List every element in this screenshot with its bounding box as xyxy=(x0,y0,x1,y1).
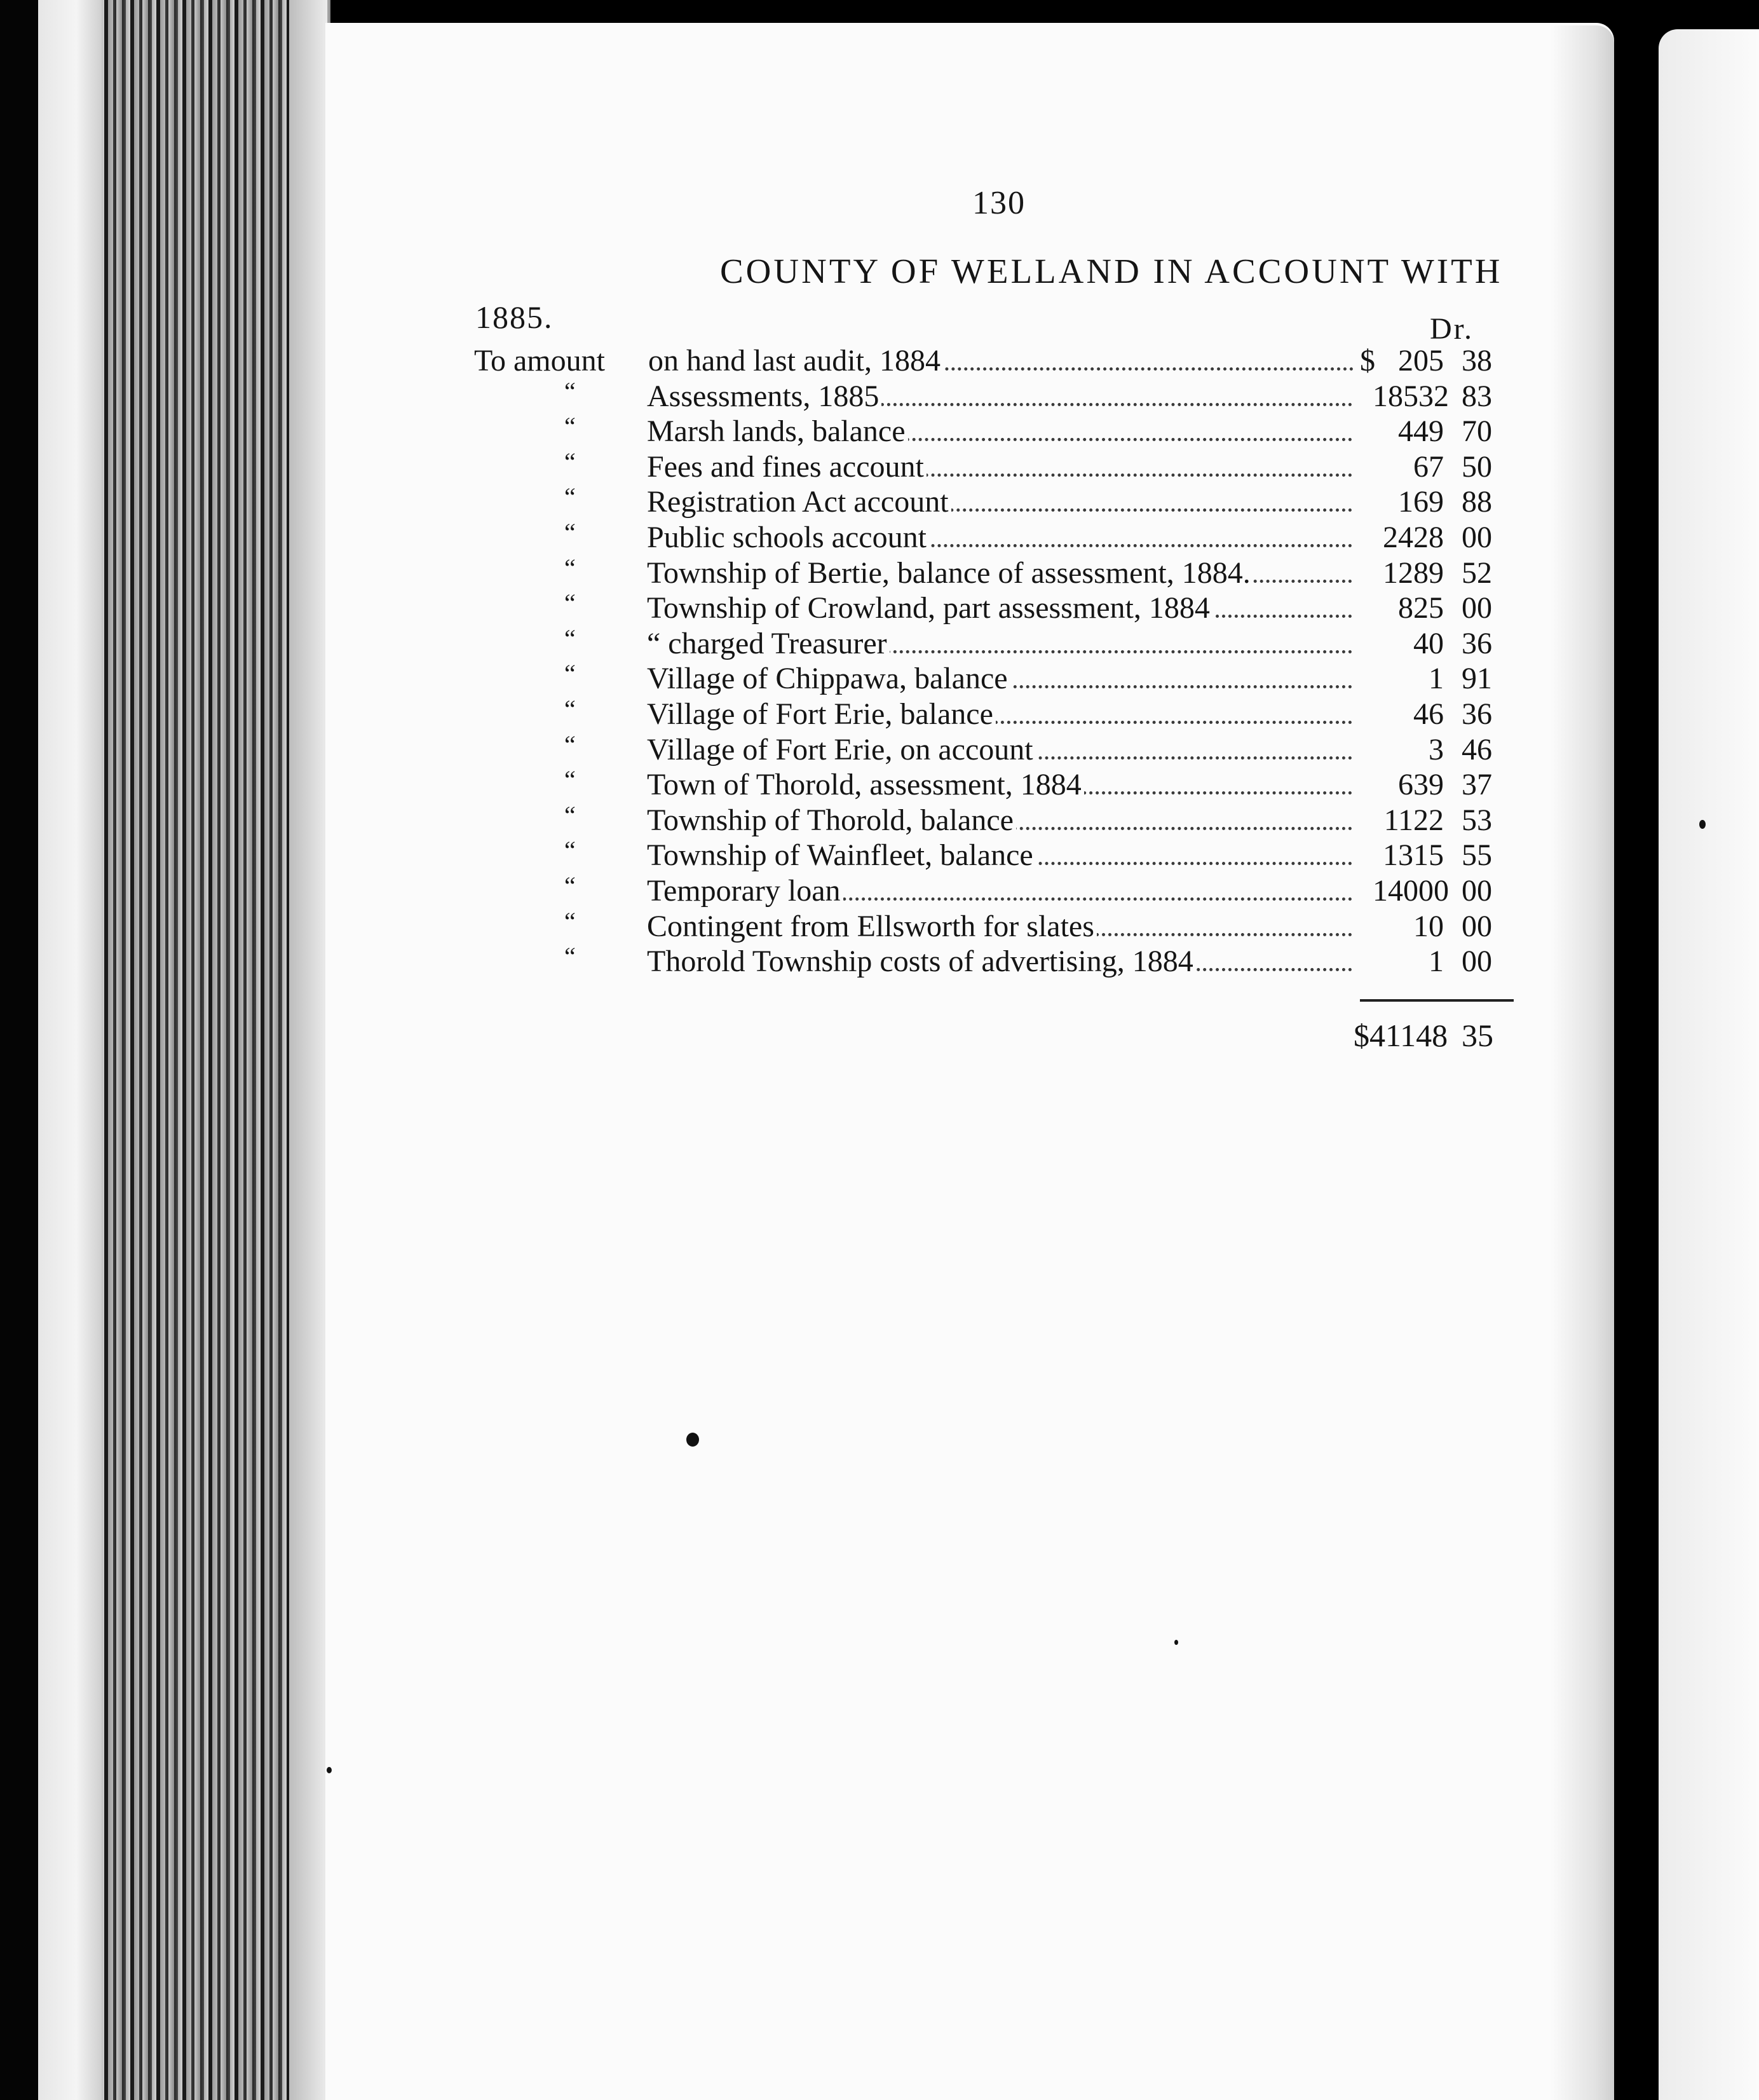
ledger-row xyxy=(0,661,1759,697)
entry-dollars: 2428 xyxy=(1383,521,1444,554)
ditto-mark: “ xyxy=(564,836,576,865)
ditto-mark: “ xyxy=(564,906,576,936)
ditto-mark: “ xyxy=(564,942,576,971)
entry-description xyxy=(647,484,1351,519)
entry-description-text: Township of Bertie, balance of assessment, 1884. xyxy=(647,556,1253,590)
entry-dollars: 67 xyxy=(1413,449,1444,484)
entry-description xyxy=(647,838,1351,873)
ditto-mark: “ xyxy=(564,553,576,582)
ditto-mark: “ xyxy=(564,376,576,406)
ditto-mark: “ xyxy=(564,447,576,476)
entry-dollars: 169 xyxy=(1398,485,1444,519)
entry-cents: 91 xyxy=(1462,662,1492,696)
entry-description-text: Registration Act account xyxy=(647,485,951,519)
entry-description xyxy=(647,414,1351,449)
entry-cents: 55 xyxy=(1462,838,1492,873)
ledger-row xyxy=(0,449,1759,485)
entry-dollars: 825 xyxy=(1398,591,1444,625)
entry-description-text: Village of Chippawa, balance xyxy=(647,662,1010,695)
ledger-row xyxy=(0,767,1759,803)
entry-description-text: Contingent from Ellsworth for slates xyxy=(647,910,1097,943)
ledger-row xyxy=(0,697,1759,732)
ledger-row xyxy=(0,800,1759,838)
lead-text: To amount xyxy=(474,344,605,378)
total-cents: 35 xyxy=(1462,1018,1493,1053)
entry-description xyxy=(647,556,1351,590)
entry-description xyxy=(647,661,1351,696)
entry-cents: 50 xyxy=(1462,449,1492,484)
entry-description-text: Township of Crowland, part assessment, 1884 xyxy=(647,591,1212,625)
entry-description xyxy=(647,873,1351,908)
ink-speck xyxy=(327,1767,332,1773)
entry-cents: 00 xyxy=(1462,874,1492,908)
entry-description-text: Township of Wainfleet, balance xyxy=(647,838,1036,872)
entry-description xyxy=(647,944,1351,979)
entry-description-text: Thorold Township costs of advertising, 1884 xyxy=(647,944,1196,978)
ditto-mark: “ xyxy=(564,730,576,759)
entry-description xyxy=(647,626,1351,661)
entry-dollars: 639 xyxy=(1398,768,1444,802)
ink-speck xyxy=(1699,820,1706,829)
ditto-mark: “ xyxy=(564,482,576,512)
ledger-row xyxy=(0,553,1759,591)
ditto-mark: “ xyxy=(564,765,576,794)
entry-cents: 36 xyxy=(1462,697,1492,731)
entry-description-text: Village of Fort Erie, on account xyxy=(647,733,1036,767)
ledger-row xyxy=(0,732,1759,768)
ledger-row xyxy=(0,873,1759,909)
entry-cents: 00 xyxy=(1462,521,1492,554)
debit-column-header: Dr. xyxy=(1430,312,1474,346)
ledger-row xyxy=(0,590,1759,626)
entry-description-text: Public schools account xyxy=(647,521,929,554)
ink-speck xyxy=(686,1433,699,1447)
ditto-mark: “ xyxy=(564,659,576,688)
entry-description xyxy=(647,803,1351,838)
entry-cents: 52 xyxy=(1462,556,1492,590)
ledger-row xyxy=(0,343,1759,379)
ditto-mark: “ xyxy=(564,800,576,829)
entry-cents: 00 xyxy=(1462,591,1492,625)
entry-description-text: Village of Fort Erie, balance xyxy=(647,697,996,731)
ink-speck xyxy=(1174,1640,1178,1645)
total-dollars: $41148 xyxy=(1354,1018,1448,1053)
page-number: 130 xyxy=(972,185,1026,221)
entry-description xyxy=(647,697,1351,732)
entry-cents: 00 xyxy=(1462,944,1492,979)
entry-description-text: Township of Thorold, balance xyxy=(647,803,1016,837)
ledger-row xyxy=(0,376,1759,414)
entry-cents: 88 xyxy=(1462,485,1492,519)
entry-description xyxy=(647,379,1351,414)
entry-dollars: 14000 xyxy=(1373,874,1449,908)
entry-description-text: on hand last audit, 1884 xyxy=(648,344,943,378)
ditto-mark: “ xyxy=(564,624,576,653)
total-rule xyxy=(1360,999,1514,1002)
entry-description xyxy=(647,767,1351,802)
entry-cents: 70 xyxy=(1462,414,1492,449)
entry-description xyxy=(647,590,1351,625)
entry-description xyxy=(647,520,1351,555)
ledger-total xyxy=(1354,1017,1493,1054)
ledger-row xyxy=(0,520,1759,556)
entry-dollars: 1289 xyxy=(1383,556,1444,590)
entry-cents: 38 xyxy=(1462,344,1492,378)
entry-cents: 36 xyxy=(1462,626,1492,660)
ledger-row xyxy=(0,906,1759,944)
ditto-mark: “ xyxy=(564,871,576,900)
page-title: COUNTY OF WELLAND IN ACCOUNT WITH xyxy=(720,252,1503,290)
ditto-mark: “ xyxy=(564,518,576,547)
entry-description xyxy=(647,732,1351,767)
entry-dollars: 1315 xyxy=(1383,838,1444,873)
ledger-row xyxy=(0,944,1759,979)
entry-dollars: 18532 xyxy=(1373,379,1449,413)
entry-description-text: Fees and fines account xyxy=(647,450,927,484)
entry-description xyxy=(647,909,1351,944)
entry-dollars: 46 xyxy=(1413,697,1444,731)
entry-dollars: 205 xyxy=(1398,344,1444,378)
dollar-sign: $ xyxy=(1360,344,1375,378)
entry-cents: 83 xyxy=(1462,379,1492,413)
entry-description-text: Town of Thorold, assessment, 1884 xyxy=(647,768,1084,801)
entry-dollars: 1 xyxy=(1429,662,1444,696)
entry-description xyxy=(648,343,1352,378)
entry-description-text: Assessments, 1885 xyxy=(647,379,881,413)
entry-dollars: 449 xyxy=(1398,414,1444,449)
entry-cents: 53 xyxy=(1462,803,1492,837)
ditto-mark: “ xyxy=(564,412,576,441)
ledger-row xyxy=(0,484,1759,520)
entry-description xyxy=(647,449,1351,484)
entry-dollars: 3 xyxy=(1429,732,1444,767)
entry-dollars: 1122 xyxy=(1383,803,1444,837)
entry-cents: 00 xyxy=(1462,909,1492,943)
entry-cents: 37 xyxy=(1462,768,1492,802)
entry-description-text: Marsh lands, balance xyxy=(647,414,908,448)
ditto-mark: “ xyxy=(564,695,576,723)
entry-description-text: Temporary loan xyxy=(647,874,843,908)
ledger-row xyxy=(0,414,1759,449)
ledger-row xyxy=(0,626,1759,662)
year-label: 1885. xyxy=(475,299,554,335)
entry-cents: 46 xyxy=(1462,732,1492,767)
entry-dollars: 1 xyxy=(1429,944,1444,979)
ledger-row xyxy=(0,838,1759,873)
entry-dollars: 10 xyxy=(1413,909,1444,943)
entry-dollars: 40 xyxy=(1413,626,1444,660)
entry-description-text: “ charged Treasurer xyxy=(647,627,890,660)
ditto-mark: “ xyxy=(564,589,576,618)
